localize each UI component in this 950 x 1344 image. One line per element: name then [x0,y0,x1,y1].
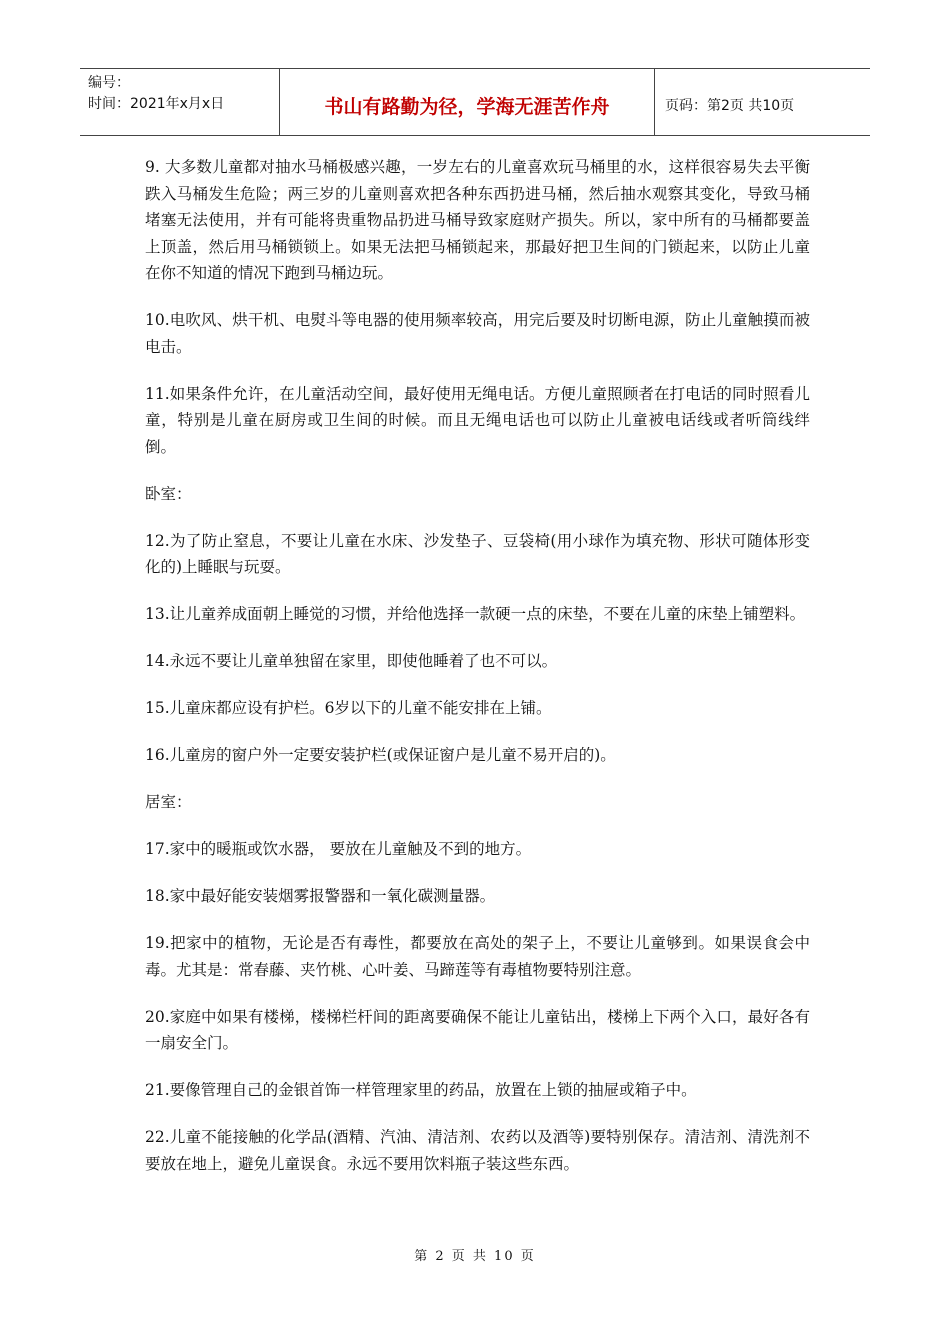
paragraph-item-11: 11.如果条件允许，在儿童活动空间，最好使用无绳电话。方便儿童照顾者在打电话的同时照看儿童，特别是儿童在厨房或卫生间的时候。而且无绳电话也可以防止儿童被电话线或者听筒线绊倒。 [145,384,810,456]
paragraph-item-22: 22.儿童不能接触的化学品(酒精、汽油、清洁剂、农药以及酒等)要特别保存。清洁剂、清洗剂不要放在地上，避免儿童误食。永远不要用饮料瓶子装这些东西。 [145,1128,810,1173]
header-meta-cell [80,69,280,135]
paragraph-item-18: 18.家中最好能安装烟雾报警器和一氧化碳测量器。 [145,887,496,905]
paragraph-item-10: 10.电吹风、烘干机、电熨斗等电器的使用频率较高，用完后要及时切断电源，防止儿童触摸而被电击。 [145,311,810,356]
page-footer [0,1245,950,1264]
header-slogan: 书山有路勤为径，学海无涯苦作舟 [324,95,610,118]
section-heading-bedroom: 卧室： [145,484,192,503]
paragraph-item-21: 21.要像管理自己的金银首饰一样管理家里的药品，放置在上锁的抽屉或箱子中。 [145,1081,697,1099]
paragraph-item-16: 16.儿童房的窗户外一定要安装护栏(或保证窗户是儿童不易开启的)。 [145,746,616,764]
paragraph-item-20: 20.家庭中如果有楼梯，楼梯栏杆间的距离要确保不能让儿童钻出，楼梯上下两个入口，最好各有一扇安全门。 [145,1007,810,1052]
header-slogan-cell [280,69,655,135]
document-number-label: 编号： [88,75,130,91]
document-date-label: 时间：2021年x月x日 [88,96,225,112]
paragraph-item-17: 17.家中的暖瓶或饮水器， 要放在儿童触及不到的地方。 [145,840,532,858]
paragraph-item-15: 15.儿童床都应设有护栏。6岁以下的儿童不能安排在上铺。 [145,699,552,717]
paragraph-item-13: 13.让儿童养成面朝上睡觉的习惯，并给他选择一款硬一点的床垫，不要在儿童的床垫上铺塑料。 [145,605,806,623]
section-heading-living-room: 居室： [145,793,192,811]
footer-page-number: 第 2 页 共 10 页 [414,1249,536,1264]
document-body [145,154,810,1198]
header-page-info: 页码：第2页 共10页 [665,98,795,114]
paragraph-item-9: 9. 大多数儿童都对抽水马桶极感兴趣，一岁左右的儿童喜欢玩马桶里的水，这样很容易失去平衡跌入马桶发生危险；两三岁的儿童则喜欢把各种东西扔进马桶，然后抽水观察其变化，导致马桶堵塞无法使用，并有可能将贵重物品扔进马桶导致家庭财产损失。所以，家中所有的马桶都要盖上顶盖，然后用马桶锁锁上。如果无法把马桶锁起来，那最好把卫生间的门锁起来，以防止儿童在你不知道的情况下跑到马桶边玩。 [145,158,810,282]
header-page-cell [655,69,870,135]
paragraph-item-19: 19.把家中的植物，无论是否有毒性，都要放在高处的架子上，不要让儿童够到。如果误食会中毒。尤其是：常春藤、夹竹桃、心叶姜、马蹄莲等有毒植物要特别注意。 [145,934,810,979]
page-header [80,68,870,136]
paragraph-item-12: 12.为了防止窒息，不要让儿童在水床、沙发垫子、豆袋椅(用小球作为填充物、形状可随体形变化的)上睡眠与玩耍。 [145,531,810,576]
paragraph-item-14: 14.永远不要让儿童单独留在家里，即使他睡着了也不可以。 [145,652,558,670]
